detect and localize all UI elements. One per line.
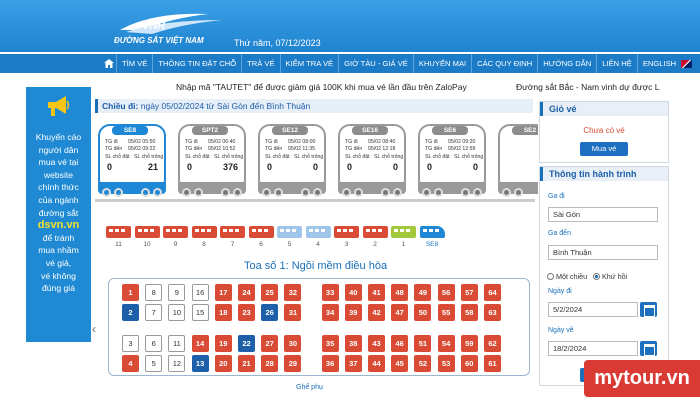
train-code: SE16 [352,126,388,135]
coach-title: Toa số 1: Ngồi mềm điều hòa [244,260,388,272]
car-8[interactable] [192,226,217,238]
car-number: SE8 [425,241,439,248]
seat-43[interactable]: 43 [368,335,385,352]
car-11[interactable] [106,226,131,238]
train-code: SE2 [512,126,538,135]
main-nav [0,54,700,73]
seat-19[interactable]: 19 [215,335,232,352]
seat-24[interactable]: 24 [238,284,255,301]
journey-detail: ngày 05/02/2024 từ Sài Gòn đến Bình Thuận [140,101,311,111]
departure-date-label: Ngày đi [548,288,572,295]
seat-48[interactable]: 48 [391,284,408,301]
ad-line: vé giả, [45,257,72,268]
car-number: 1 [401,241,406,248]
megaphone-icon [46,93,70,119]
nav-item[interactable]: GIỜ TÀU - GIÁ VÉ [338,54,413,73]
arr-label: TG đến [265,146,283,152]
booked-label: SL chỗ trống [454,154,484,160]
car-2[interactable] [363,226,388,238]
car-4[interactable] [306,226,331,238]
seat-36[interactable]: 36 [322,355,339,372]
nav-item[interactable]: HƯỚNG DẪN [537,54,596,73]
uk-flag-icon[interactable] [681,60,692,68]
train-code: SE8 [112,126,148,135]
calendar-icon[interactable] [640,302,657,317]
dep-label: TG đi [345,139,358,145]
dep-time: 05/02 05:50 [128,139,156,145]
journey-label: Chiều đi: [102,101,139,111]
car-SE8[interactable] [420,226,445,238]
seat-40[interactable]: 40 [345,284,362,301]
car-number: 2 [373,241,377,248]
seat-21[interactable]: 21 [238,355,255,372]
return-date-label: Ngày về [548,327,574,334]
dep-label: TG đi [425,139,438,145]
seat-5[interactable]: 5 [145,355,162,372]
vnr-logo[interactable] [112,8,232,48]
seat-25[interactable]: 25 [261,284,278,301]
booked-label: SL chỗ trống [294,154,324,160]
booked-count: 0 [312,162,318,172]
extra-seat-label: Ghế phụ [296,384,323,391]
roundtrip-radio[interactable] [593,272,627,281]
free-label: SL chỗ đặt [105,154,130,160]
departure-date-input[interactable]: 5/2/2024 [548,302,638,317]
car-number: 9 [173,241,178,248]
seat-51[interactable]: 51 [414,335,431,352]
car-number: 6 [259,241,263,248]
arr-label: TG đến [345,146,363,152]
ad-line: người dân [38,144,79,155]
wheel-icon [301,188,310,197]
free-label: SL chỗ đặt [265,154,290,160]
arr-time: 05/02 10:52 [208,146,236,152]
roundtrip-label: Khứ hồi [602,272,628,281]
car-5[interactable] [277,226,302,238]
seat-56[interactable]: 56 [438,284,455,301]
car-9[interactable] [163,226,188,238]
seat-61[interactable]: 61 [484,355,501,372]
seat-49[interactable]: 49 [414,284,431,301]
wheel-icon [502,188,511,197]
nav-item[interactable]: KIỂM TRA VÉ [280,54,339,73]
buy-button[interactable]: Mua vé [580,142,628,156]
dep-label: TG đi [105,139,118,145]
ad-line: của ngành [38,194,79,205]
nav-item[interactable]: ENGLISH [637,54,681,73]
free-label: SL chỗ đặt [425,154,450,160]
seat-23[interactable]: 23 [238,304,255,321]
arr-time: 05/02 11:35 [288,146,316,152]
train-card-se16[interactable] [338,124,406,199]
cart-panel [539,101,669,163]
search-title: Thông tin hành trình [540,167,668,181]
seat-34[interactable]: 34 [322,304,339,321]
seat-9[interactable]: 9 [168,284,185,301]
seat-42[interactable]: 42 [368,304,385,321]
seat-1[interactable]: 1 [122,284,139,301]
car-number: 7 [230,241,235,248]
seat-26[interactable]: 26 [261,304,278,321]
arr-time: 05/02 12:59 [448,146,476,152]
seat-2[interactable]: 2 [122,304,139,321]
seat-22[interactable]: 22 [238,335,255,352]
ad-line: Khuyến cáo [35,132,82,142]
ad-line: website [43,169,74,180]
seat-11[interactable]: 11 [168,335,185,352]
ad-line: mua nhầm [38,245,79,256]
home-icon[interactable] [102,54,116,73]
seat-39[interactable]: 39 [345,304,362,321]
booked-count: 0 [392,162,398,172]
free-count: 0 [267,162,273,172]
wheel-icon [461,188,470,197]
wheel-icon [313,188,322,197]
train-code: SPT2 [192,126,228,135]
dep-time: 05/02 09:20 [448,139,476,145]
car-number: 5 [287,241,292,248]
seat-18[interactable]: 18 [215,304,232,321]
calendar-icon[interactable] [640,341,657,356]
ad-line: mua vé tại [38,157,79,168]
car-10[interactable] [135,226,160,238]
wheel-icon [182,188,191,197]
wheel-icon [233,188,242,197]
booked-count: 376 [222,162,238,172]
train-card-spt2[interactable] [178,124,246,199]
cart-empty: Chưa có vé [583,126,625,135]
free-count: 0 [107,162,113,172]
wheel-icon [274,188,283,197]
seat-47[interactable]: 47 [391,304,408,321]
nav-item[interactable]: LIÊN HỆ [596,54,637,73]
car-6[interactable] [249,226,274,238]
wheel-icon [422,188,431,197]
seat-44[interactable]: 44 [368,355,385,372]
car-3[interactable] [334,226,359,238]
site-header [0,0,700,52]
arr-label: TG đến [425,146,443,152]
wheel-icon [262,188,271,197]
ad-line: đường sắt [38,207,79,218]
arr-label: TG đến [105,146,123,152]
wheel-icon [393,188,402,197]
return-date-input[interactable]: 18/2/2024 [548,341,638,356]
to-input[interactable]: Bình Thuận [548,245,658,260]
seat-map [108,278,530,376]
seat-14[interactable]: 14 [192,335,209,352]
car-1[interactable] [391,226,416,238]
seat-10[interactable]: 10 [168,304,185,321]
seat-55[interactable]: 55 [438,304,455,321]
wheel-icon [434,188,443,197]
promo-text-1: Nhập mã "TAUTET" để được giảm giá 100K khi mua vé lần đầu trên ZaloPay [176,82,467,92]
seat-54[interactable]: 54 [438,335,455,352]
seat-13[interactable]: 13 [192,355,209,372]
dep-label: TG đi [185,139,198,145]
promo-ticker [100,82,700,96]
seat-64[interactable]: 64 [484,284,501,301]
train-track [95,199,535,202]
wheel-icon [381,188,390,197]
train-code: SE6 [432,126,468,135]
dep-time: 05/02 06:40 [208,139,236,145]
nav-item[interactable]: TÌM VÉ [116,54,152,73]
free-label: SL chỗ đặt [345,154,370,160]
car-number: 4 [316,241,320,248]
dep-time: 05/02 08:00 [288,139,316,145]
seat-28[interactable]: 28 [261,355,278,372]
seat-17[interactable]: 17 [215,284,232,301]
seat-33[interactable]: 33 [322,284,339,301]
oneway-radio[interactable] [547,272,587,281]
wheel-icon [141,188,150,197]
train-code: SE12 [272,126,308,135]
seat-62[interactable]: 62 [484,335,501,352]
seat-52[interactable]: 52 [414,355,431,372]
arr-label: TG đến [185,146,203,152]
train-card-se6[interactable] [418,124,486,199]
seat-41[interactable]: 41 [368,284,385,301]
cart-title: Giỏ vé [540,102,668,116]
free-count: 0 [187,162,193,172]
left-ad-banner[interactable] [26,87,91,342]
seat-4[interactable]: 4 [122,355,139,372]
seat-35[interactable]: 35 [322,335,339,352]
wheel-icon [194,188,203,197]
car-number: 10 [143,241,151,248]
wheel-icon [102,188,111,197]
train-card-se12[interactable] [258,124,326,199]
to-label: Ga đến [548,230,571,237]
seat-7[interactable]: 7 [145,304,162,321]
dep-time: 05/02 08:40 [368,139,396,145]
from-label: Ga đi [548,193,565,200]
seat-31[interactable]: 31 [284,304,301,321]
seat-46[interactable]: 46 [391,335,408,352]
ad-line: vé không [41,270,76,281]
nav-item[interactable]: TRẢ VÉ [241,54,279,73]
car-7[interactable] [220,226,245,238]
car-number: 11 [115,241,122,248]
car-number: 3 [344,241,349,248]
nav-item[interactable]: KHUYẾN MẠI [413,54,471,73]
seat-38[interactable]: 38 [345,335,362,352]
dep-label: TG đi [265,139,278,145]
wheel-icon [342,188,351,197]
wheel-icon [354,188,363,197]
seat-58[interactable]: 58 [461,304,478,321]
seat-3[interactable]: 3 [122,335,139,352]
watermark: mytour.vn [584,360,700,397]
train-card-se2[interactable] [498,124,538,199]
seat-20[interactable]: 20 [215,355,232,372]
wheel-icon [114,188,123,197]
seat-53[interactable]: 53 [438,355,455,372]
ad-line: đúng giá [42,283,75,294]
seat-29[interactable]: 29 [284,355,301,372]
logo-mark: VNR [142,20,166,32]
booked-label: SL chỗ trống [374,154,404,160]
seat-6[interactable]: 6 [145,335,162,352]
seat-16[interactable]: 16 [192,284,209,301]
wheel-icon [153,188,162,197]
seat-37[interactable]: 37 [345,355,362,372]
nav-item[interactable]: CÁC QUY ĐỊNH [471,54,537,73]
wheel-icon [514,188,523,197]
booked-count: 21 [147,162,158,172]
ad-line: để tránh [42,232,75,243]
arr-time: 05/02 09:22 [128,146,156,152]
arr-time: 05/02 12:18 [368,146,396,152]
wheel-icon [473,188,482,197]
seat-15[interactable]: 15 [192,304,209,321]
free-count: 0 [347,162,353,172]
seat-45[interactable]: 45 [391,355,408,372]
logo-text: ĐƯỜNG SẮT VIỆT NAM [114,36,204,45]
booked-count: 0 [472,162,478,172]
seat-27[interactable]: 27 [261,335,278,352]
booked-label: SL chỗ trống [214,154,244,160]
train-card-se8[interactable] [98,124,166,199]
seat-59[interactable]: 59 [461,335,478,352]
free-label: SL chỗ đặt [185,154,210,160]
seat-8[interactable]: 8 [145,284,162,301]
from-input[interactable]: Sài Gòn [548,207,658,222]
seat-57[interactable]: 57 [461,284,478,301]
ad-highlight: dsvn.vn [37,219,80,232]
seat-12[interactable]: 12 [168,355,185,372]
seat-60[interactable]: 60 [461,355,478,372]
seat-30[interactable]: 30 [284,335,301,352]
seat-32[interactable]: 32 [284,284,301,301]
car-number: 8 [202,241,206,248]
free-count: 0 [427,162,433,172]
oneway-label: Một chiều [556,272,588,281]
current-date: Thứ năm, 07/12/2023 [234,38,321,48]
ad-line: chính thức [38,182,79,193]
nav-item[interactable]: THÔNG TIN ĐẶT CHỖ [152,54,241,73]
prev-arrow-icon[interactable]: ‹ [92,322,96,336]
seat-50[interactable]: 50 [414,304,431,321]
wheel-icon [221,188,230,197]
booked-label: SL chỗ trống [134,154,164,160]
journey-header [95,99,533,113]
promo-text-2: Đường sắt Bắc - Nam vinh dự được L [516,82,660,92]
seat-63[interactable]: 63 [484,304,501,321]
